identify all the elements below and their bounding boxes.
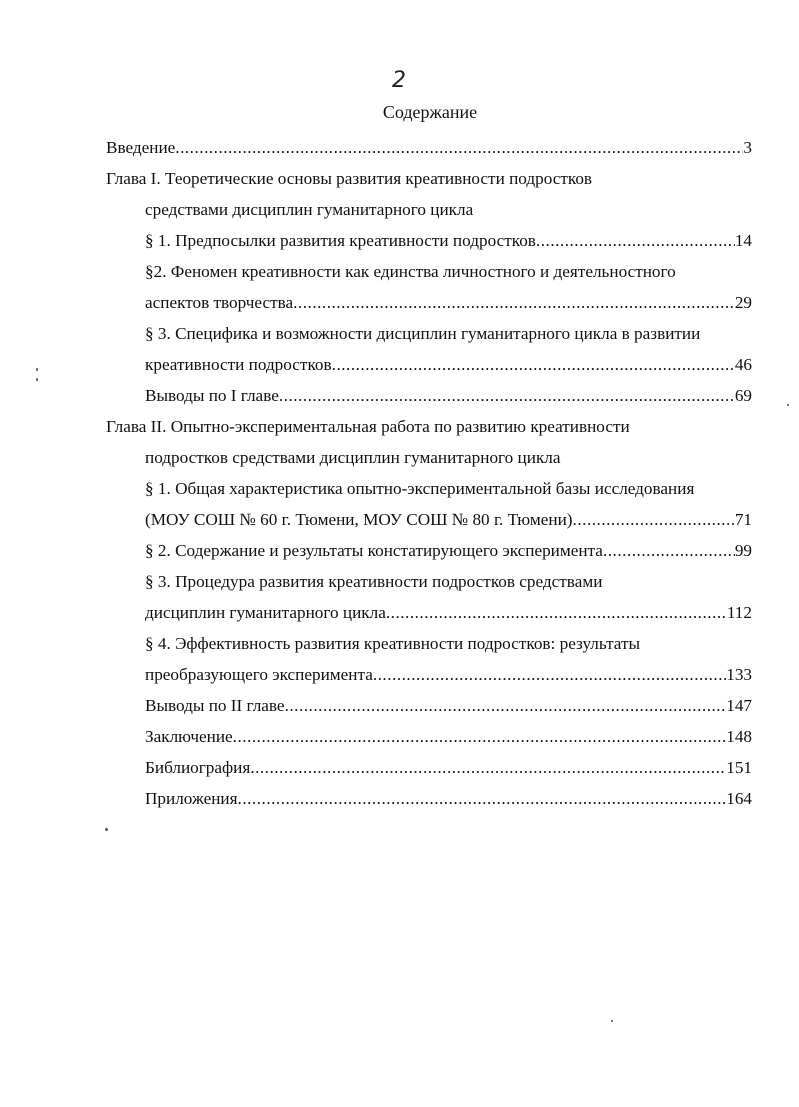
toc-entry-1-1[interactable]: § 1. Предпосылки развития креативности подростков ..... 14 <box>145 225 752 256</box>
toc-entry-chapter-1-conclusions[interactable]: Выводы по I главе ..... 69 <box>145 380 752 411</box>
toc-entry-2-4[interactable]: § 4. Эффективность развития креативности подростков: результаты <box>145 634 641 653</box>
toc-chapter-2-heading-cont: подростков средствами дисциплин гуманитарного цикла <box>145 448 561 467</box>
toc-entry-1-3[interactable]: § 3. Специфика и возможности дисциплин гуманитарного цикла в развитии <box>145 324 701 343</box>
toc-entry-2-1-cont: (МОУ СОШ № 60 г. Тюмени, МОУ СОШ № 80 г. Тюмени) ..... 71 <box>145 504 752 535</box>
scan-speck <box>787 404 789 406</box>
scan-speck <box>36 368 38 371</box>
toc-entry-appendices[interactable]: Приложения ..... 164 <box>145 783 752 814</box>
toc-chapter-2-heading[interactable]: Глава II. Опытно-экспериментальная работа по развитию креативности <box>106 417 630 436</box>
toc-entry-1-2[interactable]: §2. Феномен креативности как единства личностного и деятельностного <box>145 262 676 281</box>
toc-entry-conclusion[interactable]: Заключение ..... 148 <box>145 721 752 752</box>
toc-entry-2-2[interactable]: § 2. Содержание и результаты констатирующего эксперимента ..... 99 <box>145 535 752 566</box>
toc-entry-bibliography[interactable]: Библиография ..... 151 <box>145 752 752 783</box>
toc-entry-2-1[interactable]: § 1. Общая характеристика опытно-экспериментальной базы исследования <box>145 479 695 498</box>
toc-entry-chapter-2-conclusions[interactable]: Выводы по II главе ..... 147 <box>145 690 752 721</box>
toc-entry-1-2-cont: аспектов творчества ..... 29 <box>145 287 752 318</box>
handwritten-page-number: 2 <box>392 68 407 93</box>
scan-speck <box>105 828 108 831</box>
page-title: Содержание <box>382 102 478 122</box>
toc-entry-1-3-cont: креативности подростков ..... 46 <box>145 349 752 380</box>
scan-speck <box>611 1020 613 1022</box>
toc-entry-introduction[interactable]: Введение ..... 3 <box>106 132 752 163</box>
toc-entry-2-3-cont: дисциплин гуманитарного цикла ..... 112 <box>145 597 752 628</box>
scan-speck <box>36 378 38 381</box>
toc-entry-2-3[interactable]: § 3. Процедура развития креативности подростков средствами <box>145 572 603 591</box>
toc-chapter-1-heading[interactable]: Глава I. Теоретические основы развития креативности подростков <box>106 169 593 188</box>
toc-chapter-1-heading-cont: средствами дисциплин гуманитарного цикла <box>145 200 474 219</box>
toc-entry-2-4-cont: преобразующего эксперимента ..... 133 <box>145 659 752 690</box>
